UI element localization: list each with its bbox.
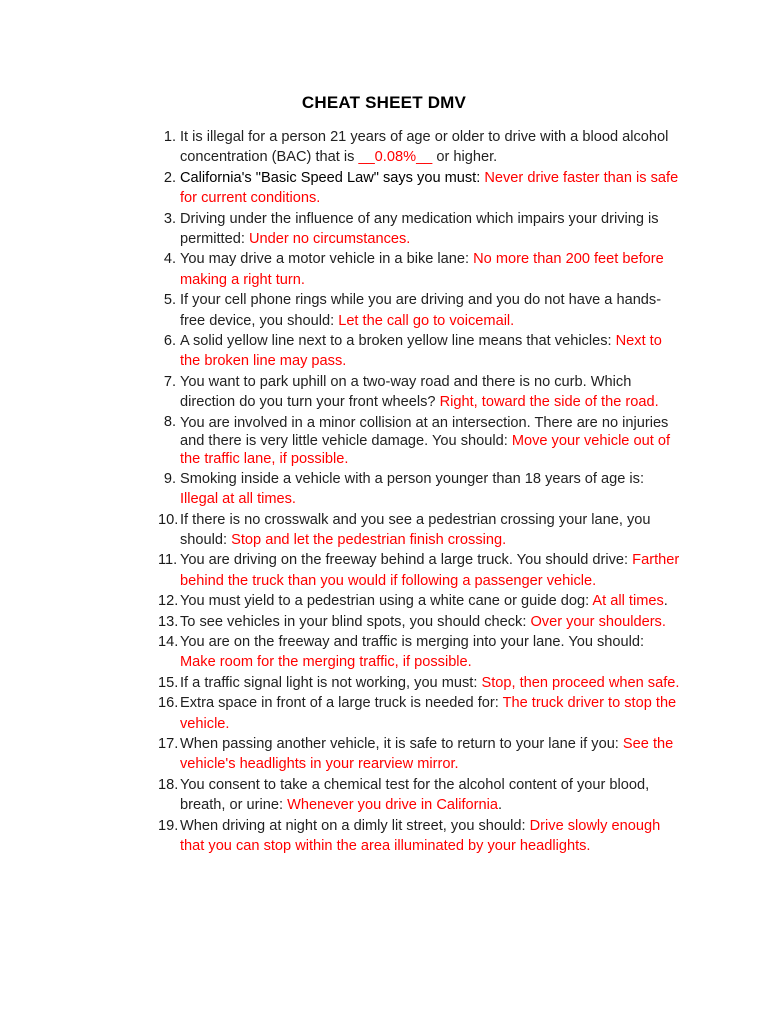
item-number: 10. bbox=[158, 511, 179, 528]
item-number: 13. bbox=[158, 613, 179, 630]
list-item bbox=[152, 209, 682, 250]
question-text: It is illegal for a person 21 years of age or older to drive with a blood alcohol concentration (BAC) that is bbox=[180, 129, 669, 166]
question-text: You consent to take a chemical test for the alcohol content of your blood, breath, or urine: bbox=[180, 776, 650, 814]
list-item bbox=[152, 249, 682, 290]
item-number: 19. bbox=[158, 817, 179, 834]
question-list bbox=[152, 127, 682, 856]
list-item bbox=[152, 469, 682, 510]
question-text: If your cell phone rings while you are driving and you do not have a hands-free device, you should: bbox=[180, 292, 662, 329]
item-number: 18. bbox=[158, 776, 179, 793]
item-number: 6. bbox=[163, 333, 176, 350]
list-item bbox=[152, 591, 682, 611]
list-item bbox=[152, 290, 682, 331]
question-text: You want to park uphill on a two-way road and there is no curb. Which direction do you turn your front wheels? bbox=[180, 373, 632, 411]
item-number: 8. bbox=[163, 413, 176, 430]
item-number: 3. bbox=[163, 210, 176, 227]
question-text: To see vehicles in your blind spots, you should check: bbox=[180, 613, 531, 630]
question-text: When passing another vehicle, it is safe to return to your lane if you: bbox=[180, 735, 623, 752]
answer-text: Farther behind the truck than you would if following a passenger vehicle. bbox=[180, 552, 680, 589]
answer-text: Illegal at all times. bbox=[180, 491, 296, 508]
item-number: 17. bbox=[158, 735, 179, 752]
list-item bbox=[152, 775, 682, 816]
question-text: You are involved in a minor collision at an intersection. There are no injuries and there is very little vehicle damage. You should: bbox=[180, 414, 669, 449]
answer-text: Never drive faster than is safe for current conditions. bbox=[180, 169, 679, 207]
question-text: California's "Basic Speed Law" says you must: bbox=[180, 169, 485, 186]
question-text: Driving under the influence of any medication which impairs your driving is permitted: bbox=[180, 210, 659, 248]
list-item bbox=[152, 816, 682, 857]
answer-text: Move your vehicle out of the traffic lane, if possible. bbox=[180, 432, 670, 467]
answer-text: Under no circumstances. bbox=[248, 231, 411, 248]
item-number: 12. bbox=[158, 593, 179, 610]
question-text: Extra space in front of a large truck is needed for: bbox=[180, 695, 503, 712]
question-text: When driving at night on a dimly lit street, you should: bbox=[180, 817, 530, 834]
item-number: 9. bbox=[163, 470, 176, 487]
item-number: 5. bbox=[163, 292, 176, 309]
item-number: 4. bbox=[163, 251, 176, 268]
answer-text: Right, toward the side of the road. bbox=[439, 394, 659, 411]
list-item bbox=[152, 510, 682, 551]
question-text: Smoking inside a vehicle with a person younger than 18 years of age is: bbox=[180, 470, 645, 487]
trailing-text: . bbox=[663, 593, 668, 610]
answer-text: Drive slowly enough that you can stop within the area illuminated by your headlights. bbox=[180, 817, 661, 854]
answer-text: Stop and let the pedestrian finish crossing. bbox=[231, 531, 507, 548]
list-item bbox=[152, 673, 682, 693]
trailing-text: or higher. bbox=[432, 149, 498, 166]
question-text: If there is no crosswalk and you see a pedestrian crossing your lane, you should: bbox=[180, 511, 651, 548]
answer-text: Next to the broken line may pass. bbox=[180, 333, 662, 370]
list-item bbox=[152, 612, 682, 632]
question-text: A solid yellow line next to a broken yellow line means that vehicles: bbox=[180, 333, 616, 350]
item-number: 1. bbox=[163, 129, 176, 145]
list-item bbox=[152, 734, 682, 775]
answer-text: See the vehicle's headlights in your rearview mirror. bbox=[180, 735, 674, 773]
item-number: 15. bbox=[158, 674, 179, 691]
item-number: 14. bbox=[158, 633, 179, 650]
question-text: You are driving on the freeway behind a large truck. You should drive: bbox=[180, 552, 633, 569]
list-item bbox=[152, 413, 682, 469]
item-number: 7. bbox=[163, 373, 176, 390]
list-item bbox=[152, 127, 682, 168]
answer-text: Let the call go to voicemail. bbox=[338, 312, 515, 329]
list-item bbox=[152, 693, 682, 734]
list-item bbox=[152, 632, 682, 673]
page-title: CHEAT SHEET DMV bbox=[301, 93, 467, 112]
list-item bbox=[152, 168, 682, 209]
item-number: 11. bbox=[158, 552, 178, 569]
answer-text: Over your shoulders. bbox=[530, 613, 666, 630]
answer-text: Stop, then proceed when safe. bbox=[481, 674, 680, 691]
list-item bbox=[152, 372, 682, 413]
answer-text: Make room for the merging traffic, if possible. bbox=[180, 654, 472, 671]
answer-text: Whenever you drive in California bbox=[287, 797, 498, 814]
answer-text: No more than 200 feet before making a right turn. bbox=[180, 251, 664, 288]
list-item bbox=[152, 331, 682, 372]
question-text: You are on the freeway and traffic is merging into your lane. You should: bbox=[180, 633, 645, 650]
question-text: You must yield to a pedestrian using a white cane or guide dog: bbox=[180, 593, 593, 610]
trailing-text: . bbox=[498, 797, 503, 814]
list-item bbox=[152, 550, 682, 591]
answer-text: At all times bbox=[592, 593, 664, 610]
question-text: You may drive a motor vehicle in a bike lane: bbox=[180, 251, 474, 268]
answer-text: The truck driver to stop the vehicle. bbox=[180, 695, 677, 732]
item-number: 2. bbox=[163, 169, 176, 186]
item-number: 16. bbox=[158, 695, 179, 712]
question-text: If a traffic signal light is not working, you must: bbox=[180, 674, 482, 691]
answer-text: __0.08%__ bbox=[358, 149, 433, 166]
